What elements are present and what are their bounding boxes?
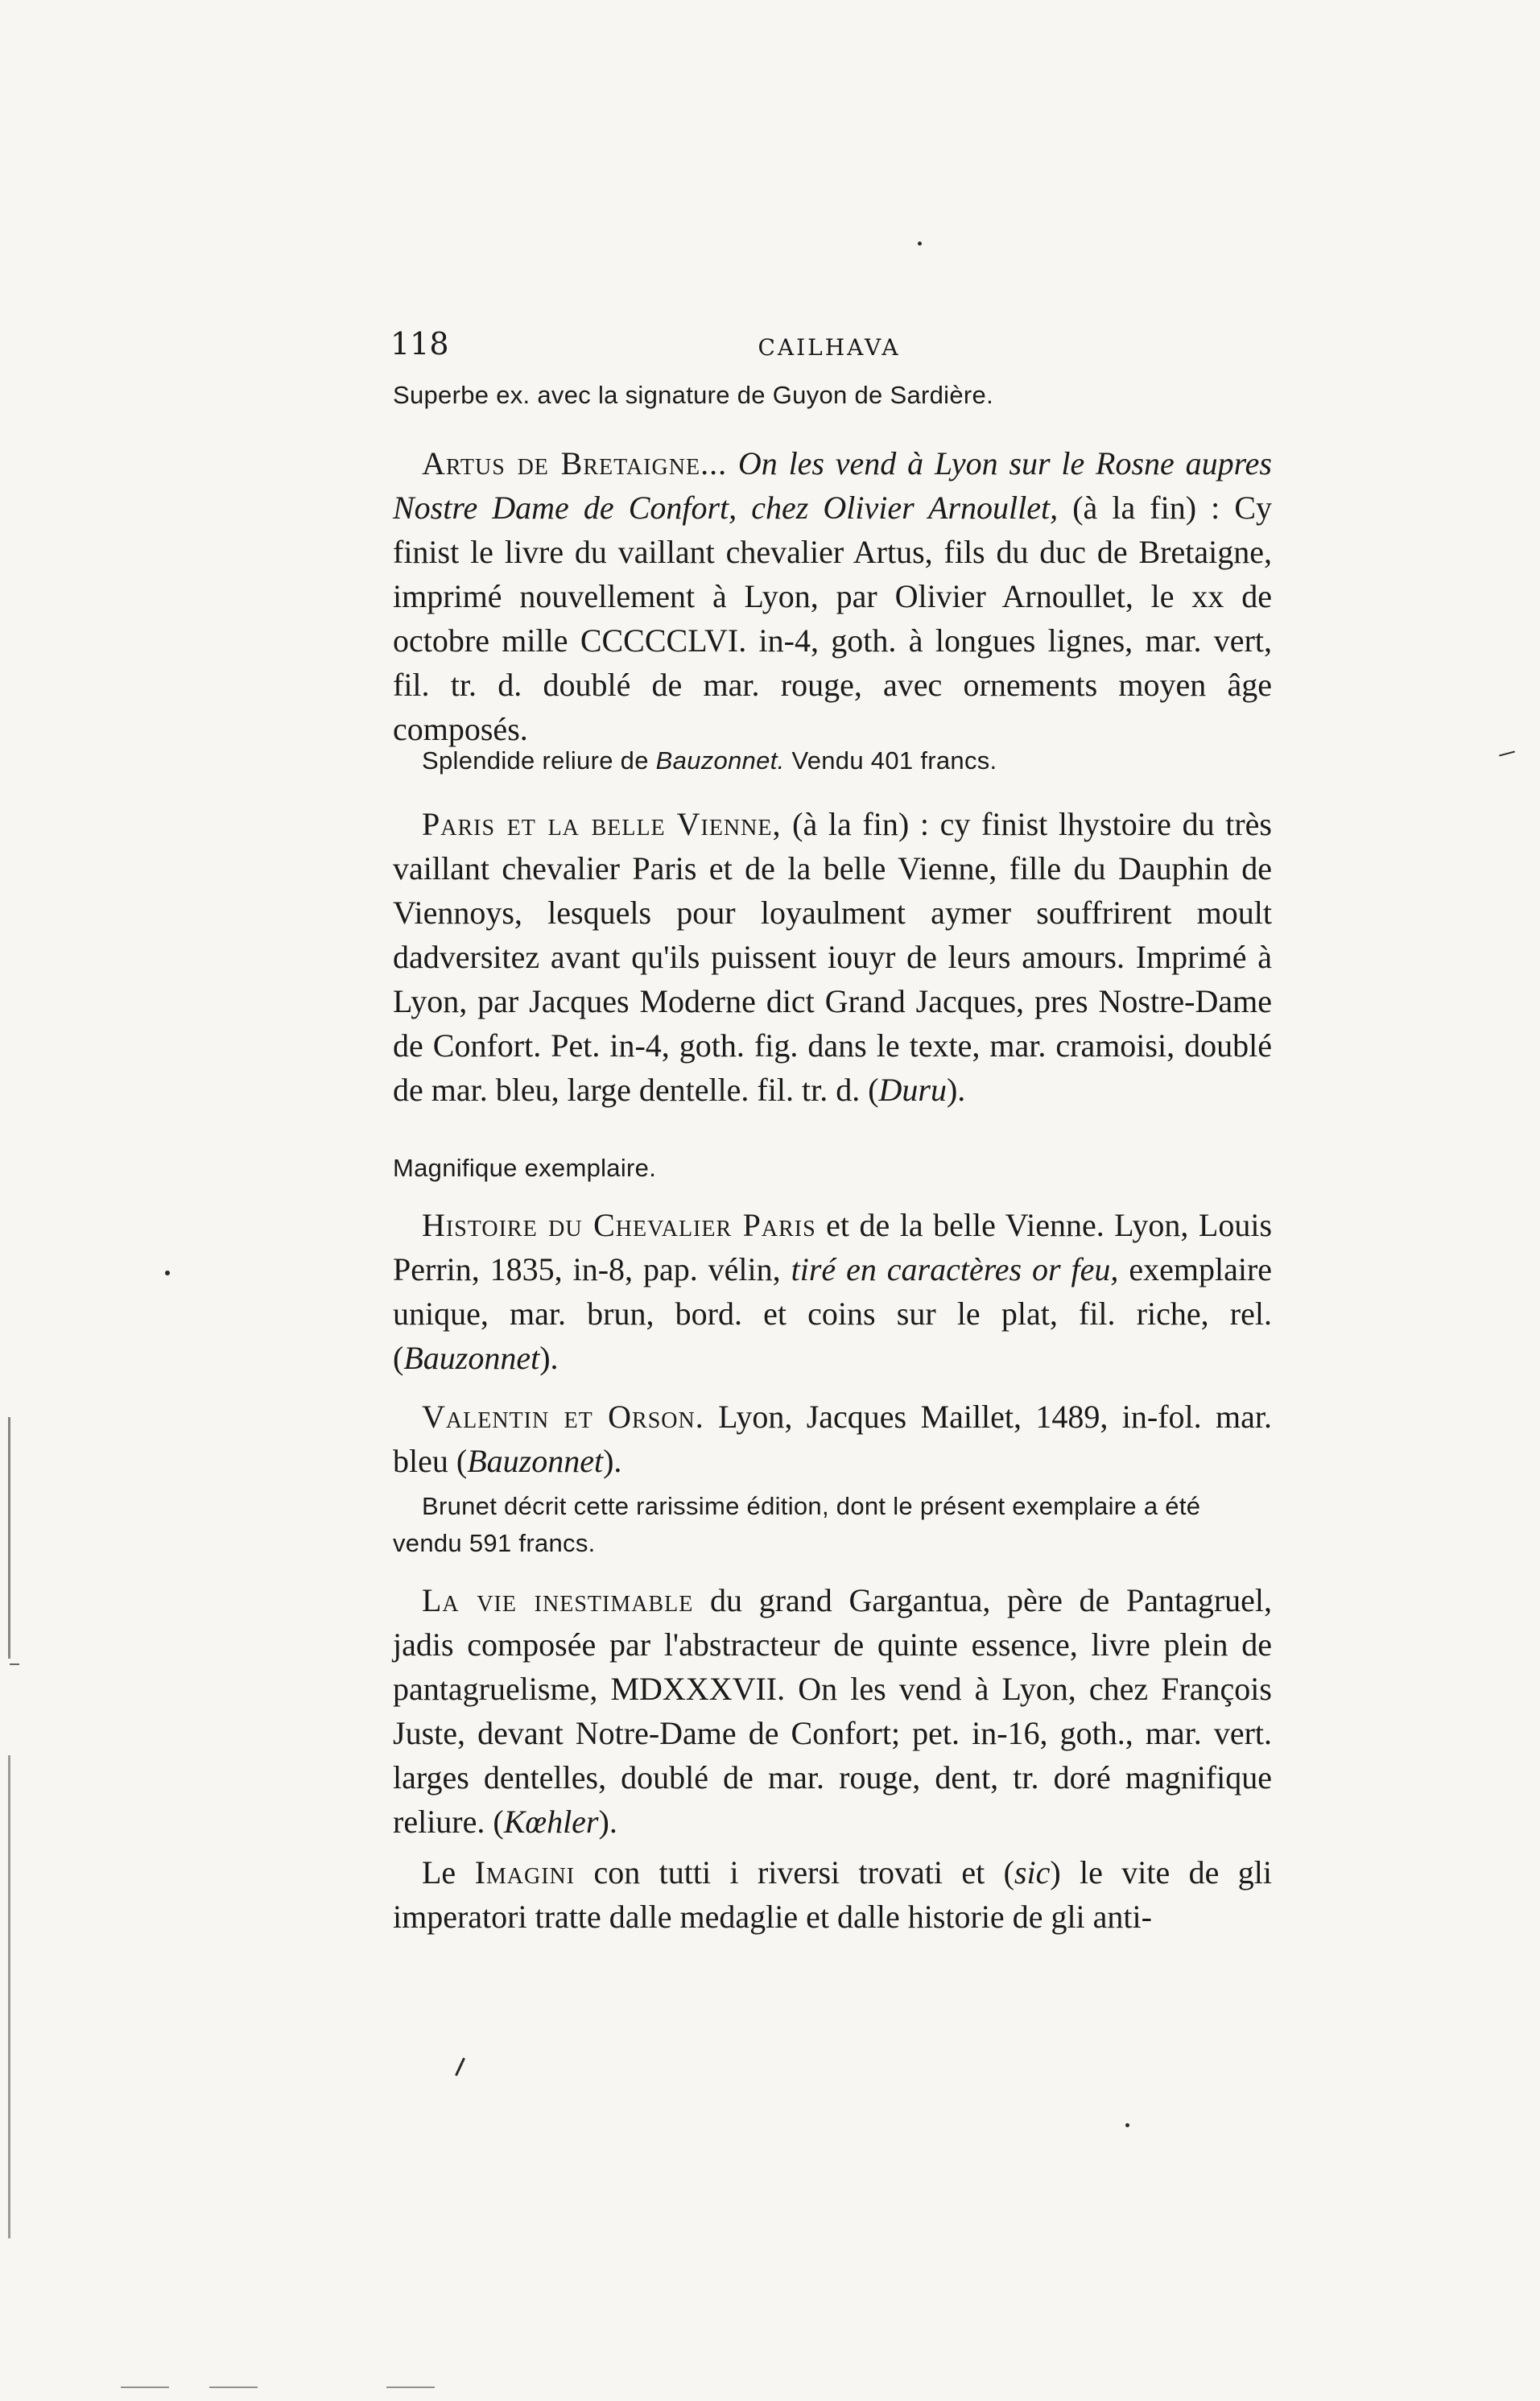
margin-line (8, 1755, 10, 2238)
bottom-dash (386, 2387, 435, 2388)
imprint-italic: On les vend à Lyon sur le Rosne aupres Nostre Dame de Confort, chez Olivier Arnoullet, (393, 445, 1273, 526)
bottom-dash (209, 2387, 258, 2388)
entry-title: Histoire du Chevalier Paris (422, 1207, 816, 1243)
binder-name: Duru (878, 1072, 947, 1108)
entry-title: Paris et la belle Vienne, (422, 806, 782, 842)
binder-name: Kœhler (503, 1804, 599, 1840)
entry-title: Imagini (474, 1854, 576, 1891)
binding-note: Splendide reliure de Bauzonnet. Vendu 401 francs. (422, 746, 997, 775)
italic-phrase: tiré en caractères or feu, (791, 1251, 1119, 1287)
exemplar-note: Magnifique exemplaire. (393, 1154, 657, 1182)
binder-name: Bauzonnet. (655, 746, 785, 775)
margin-line (8, 1417, 10, 1659)
entry-artus-de-bretaigne: Artus de Bretaigne... On les vend à Lyon sur le Rosne aupres Nostre Dame de Confort, chez Olivier Arnoullet, (à la fin) : Cy finist le livre du vaillant chevalier Artus, fils du duc de Bretaigne, imprimé nouvellement à Lyon, par Olivier Arnoullet, le xx de octobre mille CCCCCLVI. in-4, goth. à longues lignes, mar. vert, fil. tr. d. doublé de mar. rouge, avec ornements moyen âge composés. (393, 445, 1273, 747)
brunet-note: Brunet décrit cette rarissime édition, dont le présent exemplaire a été vendu 591 francs. (393, 1492, 1201, 1557)
binder-name: Bauzonnet (403, 1340, 540, 1376)
scan-stroke (1499, 750, 1515, 756)
scan-speck (918, 242, 922, 246)
entry-imagini: Le Imagini con tutti i riversi trovati et (sic) le vite de gli imperatori tratte dalle medaglie et dalle historie de gli anti- (393, 1854, 1273, 1935)
provenance-note: Superbe ex. avec la signature de Guyon de Sardière. (393, 381, 993, 409)
binder-name: Bauzonnet (467, 1443, 604, 1479)
entry-la-vie-inestimable: La vie inestimable du grand Gargantua, père de Pantagruel, jadis composée par l'abstracteur de quinte essence, livre plein de pantagruelisme, MDXXXVII. On les vend à Lyon, chez François Juste, devant Notre-Dame de Confort; pet. in-16, goth., mar. vert. larges dentelles, doublé de mar. rouge, dent, tr. doré magnifique reliure. (Kœhler). (393, 1582, 1273, 1840)
sic-marker: sic (1014, 1854, 1051, 1891)
entry-title: La vie inestimable (422, 1582, 694, 1618)
margin-line (10, 1663, 19, 1665)
scan-stroke (455, 2057, 465, 2076)
running-title: CAILHAVA (758, 334, 901, 361)
entry-histoire-du-chevalier-paris: Histoire du Chevalier Paris et de la belle Vienne. Lyon, Louis Perrin, 1835, in-8, pap. vélin, tiré en caractères or feu, exemplaire unique, mar. brun, bord. et coins sur le plat, fil. riche, rel. (Bauzonnet). (393, 1207, 1273, 1376)
entry-paris-et-la-belle-vienne: Paris et la belle Vienne, (à la fin) : cy finist lhystoire du très vaillant chevalier Paris et de la belle Vienne, fille du Dauphin de Viennoys, lesquels pour loyaulment aymer souffrirent moult dadversitez avant qu'ils puissent iouyr de leurs amours. Imprimé à Lyon, par Jacques Moderne dict Grand Jacques, pres Nostre-Dame de Confort. Pet. in-4, goth. fig. dans le texte, mar. cramoisi, doublé de mar. bleu, large dentelle. fil. tr. d. (Duru). (393, 806, 1273, 1108)
entry-title: Artus de Bretaigne... (422, 445, 728, 481)
entry-title: Valentin et Orson. (422, 1399, 704, 1435)
page-number: 118 (390, 326, 449, 362)
page-header (390, 326, 1268, 366)
bottom-dash (121, 2387, 169, 2388)
scan-speck (1125, 2123, 1129, 2127)
scan-speck (165, 1271, 170, 1275)
entry-valentin-et-orson: Valentin et Orson. Lyon, Jacques Maillet, 1489, in-fol. mar. bleu (Bauzonnet). (393, 1399, 1273, 1479)
